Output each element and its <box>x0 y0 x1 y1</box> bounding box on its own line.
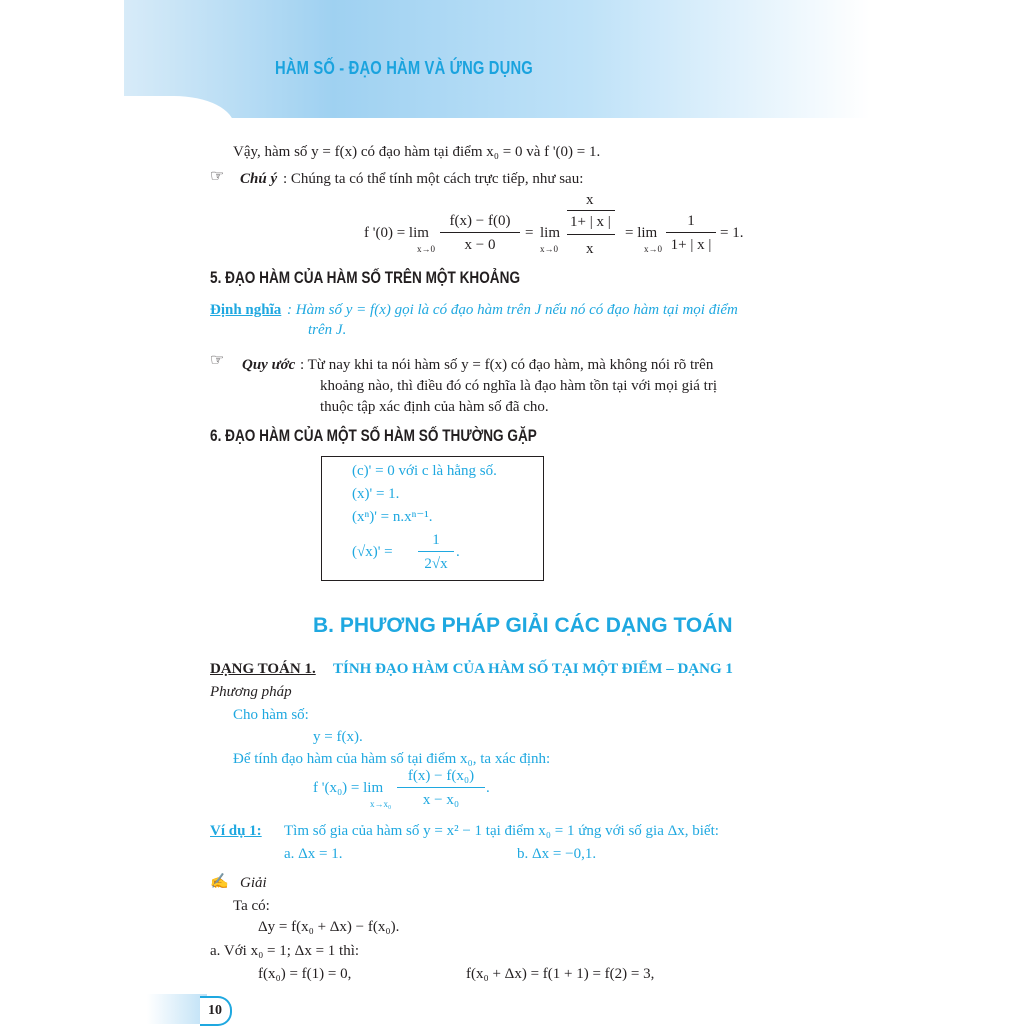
section6-title: 6. ĐẠO HÀM CỦA MỘT SỐ HÀM SỐ THƯỜNG GẶP <box>210 426 537 445</box>
method-formula-end: . <box>486 780 490 796</box>
pointing-hand-icon: ☞ <box>210 168 225 185</box>
formula-sqrt-end: . <box>456 544 460 560</box>
page-number: 10 <box>200 996 232 1026</box>
formula-lhs: f '(0) = lim <box>364 225 429 241</box>
intro-line: Vậy, hàm số y = f(x) có đạo hàm tại điểm x₀ = 0 và f '(0) = 1. <box>233 144 601 160</box>
sectionB-title: B. PHƯƠNG PHÁP GIẢI CÁC DẠNG TOÁN <box>313 614 733 637</box>
section5-title: 5. ĐẠO HÀM CỦA HÀM SỐ TRÊN MỘT KHOẢNG <box>210 268 521 287</box>
header-title: HÀM SỐ - ĐẠO HÀM VÀ ỨNG DỤNG <box>275 58 533 78</box>
formula-result: = 1. <box>720 225 744 241</box>
formula-frac2-mid: 1+ | x | <box>570 214 611 230</box>
method-line2: y = f(x). <box>313 729 363 745</box>
formula-constant: (c)' = 0 với c là hằng số. <box>352 463 497 479</box>
formula-frac2-inner-line <box>567 210 615 211</box>
footer-band <box>147 994 207 1024</box>
dang-label: DẠNG TOÁN 1. <box>210 661 316 677</box>
definition-label: Định nghĩa <box>210 302 282 318</box>
example-part-a: a. Δx = 1. <box>284 846 343 862</box>
definition-line1: : Hàm số y = f(x) gọi là có đạo hàm trên J nếu nó có đạo hàm tại mọi điểm <box>287 302 738 318</box>
solution-line1: Ta có: <box>233 898 270 914</box>
definition-line2: trên J. <box>308 322 347 338</box>
solution-line4a: f(x₀) = f(1) = 0, <box>258 966 352 982</box>
method-formula-frac: $\frac{\text{f(x) − f(x₀)}}{\text{x − x₀}}$ <box>397 768 485 809</box>
formula-power: (xⁿ)' = n.xⁿ⁻¹. <box>352 509 433 525</box>
example-text: Tìm số gia của hàm số y = x² − 1 tại điểm x₀ = 1 ứng với số gia Δx, biết: <box>284 823 719 839</box>
formula-lim2-sub: x→0 <box>540 244 558 254</box>
method-label: Phương pháp <box>210 684 292 700</box>
formula-frac2-den: x <box>586 241 594 257</box>
convention-line1: : Từ nay khi ta nói hàm số y = f(x) có đạo hàm, mà không nói rõ trên <box>300 357 714 373</box>
formula-lim3-sub: x→0 <box>644 244 662 254</box>
convention-label: Quy ước <box>242 357 296 373</box>
method-line1: Cho hàm số: <box>233 707 309 723</box>
note-text: : Chúng ta có thể tính một cách trực tiếp, như sau: <box>283 171 584 187</box>
solution-label: Giải <box>240 875 267 891</box>
solution-line4b: f(x₀ + Δx) = f(1 + 1) = f(2) = 3, <box>466 966 655 982</box>
formula-identity: (x)' = 1. <box>352 486 400 502</box>
example-label: Ví dụ 1: <box>210 823 262 839</box>
formula-frac2-top: x <box>586 192 594 208</box>
formula-lim3: = lim <box>625 225 658 241</box>
note-label: Chú ý <box>240 171 278 187</box>
method-formula-sub: x→x₀ <box>370 799 392 809</box>
formula-eq: = <box>525 225 534 241</box>
formula-sqrt-lhs: (√x)' = <box>352 544 393 560</box>
pointing-hand-icon: ☞ <box>210 352 225 369</box>
pencil-icon: ✍ <box>210 874 229 890</box>
formula-frac1: $\frac{f(x) - f(0)}{x - 0}$ <box>440 213 520 254</box>
formula-lim2: lim <box>540 225 561 241</box>
convention-line3: thuộc tập xác định của hàm số đã cho. <box>320 399 549 415</box>
method-formula-lhs: f '(x₀) = lim <box>313 780 384 796</box>
convention-line2: khoảng nào, thì điều đó có nghĩa là đạo hàm tồn tại với mọi giá trị <box>320 378 718 394</box>
formula-lim-sub: x→0 <box>417 244 435 254</box>
dang-title: TÍNH ĐẠO HÀM CỦA HÀM SỐ TẠI MỘT ĐIỂM – DẠNG 1 <box>333 661 733 677</box>
formula-frac2-line <box>567 234 615 235</box>
solution-line3: a. Với x₀ = 1; Δx = 1 thì: <box>210 943 360 959</box>
solution-line2: Δy = f(x₀ + Δx) − f(x₀). <box>258 919 400 935</box>
method-line3: Để tính đạo hàm của hàm số tại điểm x₀, ta xác định: <box>233 751 551 767</box>
example-part-b: b. Δx = −0,1. <box>517 846 597 862</box>
formula-sqrt-frac: $\frac{1}{2√x}$ <box>418 532 454 573</box>
formula-frac3: $\frac{1}{1+ | x |}$ <box>666 213 716 254</box>
